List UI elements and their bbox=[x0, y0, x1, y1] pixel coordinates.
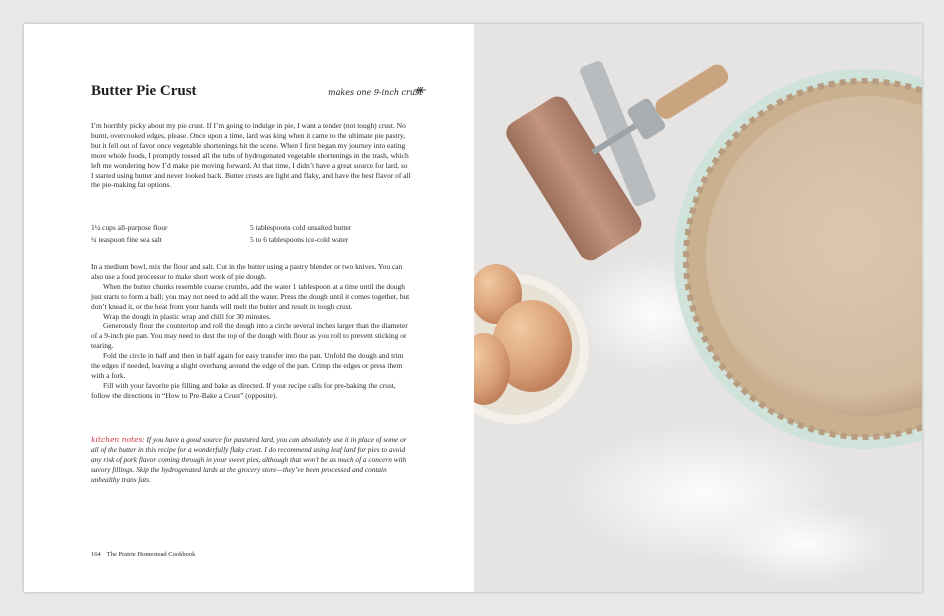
recipe-title: Butter Pie Crust bbox=[91, 83, 197, 99]
ingredient-item: 5 to 6 tablespoons ice-cold water bbox=[250, 235, 349, 245]
recipe-steps bbox=[91, 262, 411, 401]
recipe-step: Wrap the dough in plastic wrap and chill for 30 minutes. bbox=[103, 311, 272, 321]
ingredient-item: ¼ teaspoon fine sea salt bbox=[91, 235, 162, 245]
page-number: 164 bbox=[91, 551, 101, 558]
recipe-step: In a medium bowl, mix the flour and salt. Cut in the butter using a pastry blender or two knives. You can also use a food processor to make short work of pie dough. bbox=[91, 262, 403, 281]
page-footer bbox=[91, 551, 201, 558]
kitchen-notes bbox=[91, 435, 413, 485]
ingredient-column-left bbox=[91, 222, 167, 247]
recipe-intro: I’m horribly picky about my pie crust. If I’m going to indulge in pie, I want a tender (not tough) crust. No burnt, overcooked edges, please. Once upon a time, lard was king when it came to the ultimate pie pastry, but it fell out of favor once vegetable shortenings hit the scene. When I first began my journey into eating more whole foods, I promptly tossed all the tubs of hydrogenated vegetable shortenings in the trash, which left me wondering how I’d make pie moving forward. At that time, I didn’t have a great source for lard, so I started using butter and never looked back. Butter crusts are light and flaky, and have the best flavor of all the pie-making fat options. bbox=[91, 121, 411, 190]
recipe-yield: makes one 9-inch crust bbox=[328, 88, 423, 97]
book-title: The Prairie Homestead Cookbook bbox=[106, 551, 196, 558]
ingredient-item: 1¼ cups all-purpose flour bbox=[91, 223, 168, 232]
sprig-icon bbox=[413, 85, 427, 95]
recipe-step: Generously flour the countertop and roll the dough into a circle several inches larger than the diameter of a 9-inch pie pan. You may need to dust the top of the dough with flour as you roll to prevent sticking or tearing. bbox=[91, 321, 408, 351]
ingredient-item: 5 tablespoons cold unsalted butter bbox=[250, 223, 352, 232]
kitchen-notes-text: : If you have a good source for pastured lard, you can absolutely use it in place of some or all of the butter in this recipe for a wonderfully flaky crust. I do recommend using leaf lard for pies to avoid any risk of pork flavor coming through in your sweet pies, although that won’t be as much of a concern with savory fillings. Skip the hydrogenated lards at the grocery store—they’ve been processed and contain unhealthy trans fats. bbox=[91, 435, 407, 484]
cookbook-spread bbox=[24, 24, 922, 592]
rolling-pin-eggs-pie-crust-photo bbox=[474, 24, 922, 592]
recipe-step: Fold the circle in half and then in half again for easy transfer into the pan. Unfold the dough and trim the edges if needed, leaving a slight overhang around the edge of the pan. Crimp the edges or press them with a fork. bbox=[91, 351, 404, 380]
left-page bbox=[24, 24, 474, 592]
recipe-step: Fill with your favorite pie filling and bake as directed. If your recipe calls for pre-baking the crust, follow the directions in “How to Pre-Bake a Crust” (opposite). bbox=[91, 380, 396, 400]
recipe-step: When the butter chunks resemble coarse crumbs, add the water 1 tablespoon at a time until the dough just starts to form a ball; you may not need to add all the water. Press the dough until it comes together, but don’t knead it, or the heat from your hands will melt the butter and result in tough crust. bbox=[91, 281, 410, 311]
flour-dusting bbox=[714, 504, 894, 584]
right-page bbox=[474, 24, 922, 592]
kitchen-notes-label: kitchen notes bbox=[91, 435, 143, 444]
ingredient-column-right bbox=[250, 222, 351, 247]
